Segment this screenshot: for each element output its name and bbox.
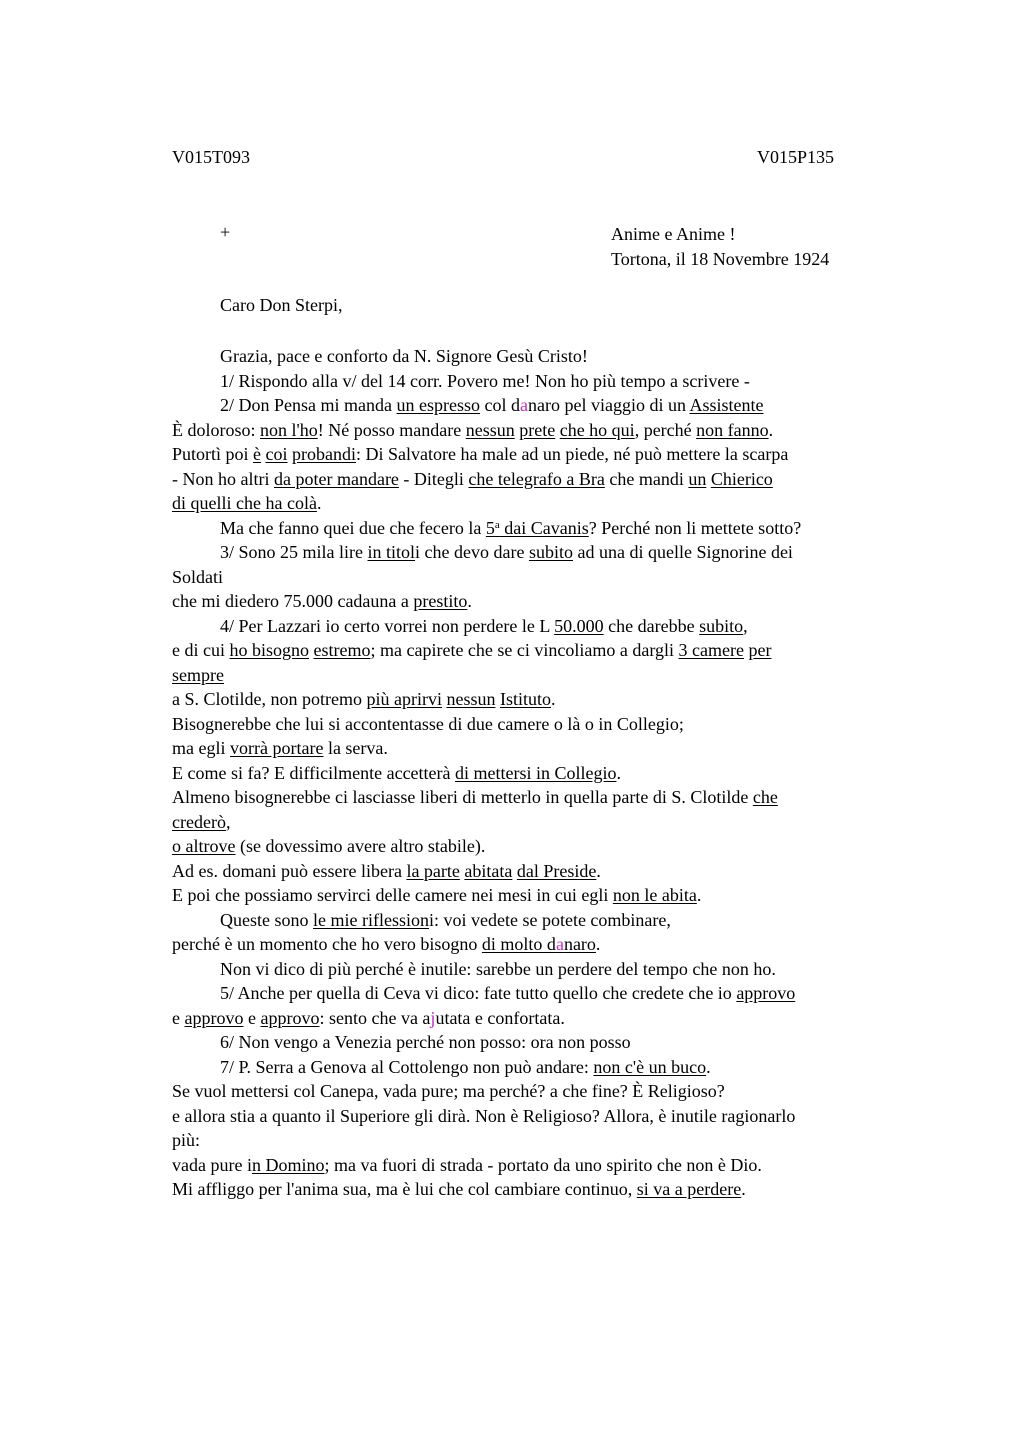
body-line: 3/ Sono 25 mila lire in titoli che devo dare subito ad una di quelle Signorine dei bbox=[220, 542, 793, 562]
motto: Anime e Anime ! bbox=[611, 224, 736, 244]
letter-heading bbox=[611, 222, 829, 271]
body-line: 6/ Non vengo a Venezia perché non posso: ora non posso bbox=[220, 1032, 631, 1052]
body-line: Grazia, pace e conforto da N. Signore Gesù Cristo! bbox=[220, 346, 588, 366]
right-reference-code: V015P135 bbox=[757, 147, 835, 167]
body-line: vada pure in Domino; ma va fuori di strada - portato da uno spirito che non è Dio. bbox=[172, 1154, 762, 1175]
body-line: crederò, bbox=[172, 811, 231, 832]
body-line: Non vi dico di più perché è inutile: sarebbe un perdere del tempo che non ho. bbox=[220, 958, 776, 979]
body-line: - Non ho altri da poter mandare - Ditegli che telegrafo a Bra che mandi un Chierico bbox=[172, 468, 773, 489]
body-line: Putortì poi è coi probandi: Di Salvatore ha male ad un piede, né può mettere la scarpa bbox=[172, 444, 789, 464]
correction-mark: a bbox=[555, 934, 564, 954]
body-line: 5/ Anche per quella di Ceva vi dico: fate tutto quello che credete che io approvo bbox=[220, 983, 796, 1003]
body-line: di quelli che ha colà. bbox=[172, 493, 322, 513]
body-line: Mi affliggo per l'anima sua, ma è lui che col cambiare continuo, si va a perdere. bbox=[172, 1179, 746, 1199]
body-line: perché è un momento che ho vero bisogno di molto danaro. bbox=[172, 934, 601, 954]
correction-mark: a bbox=[519, 395, 528, 415]
body-line: Ma che fanno quei due che fecero la 5$^a$ dai Cavanis? Perché non li mettete sotto? bbox=[220, 517, 802, 538]
body-line: più: bbox=[172, 1130, 201, 1150]
body-line: E poi che possiamo servirci delle camere nei mesi in cui egli non le abita. bbox=[172, 885, 702, 905]
body-line: che mi diedero 75.000 cadauna a prestito. bbox=[172, 591, 472, 611]
body-line: o altrove (se dovessimo avere altro stabile). bbox=[172, 836, 486, 856]
body-line: Se vuol mettersi col Canepa, vada pure; ma perché? a che fine? È Religioso? bbox=[172, 1081, 725, 1101]
body-line: Ad es. domani può essere libera la parte abitata dal Preside. bbox=[172, 860, 601, 881]
body-line: sempre bbox=[172, 664, 224, 685]
body-line: e approvo e approvo: sento che va ajutata e confortata. bbox=[172, 1007, 565, 1028]
body-line: e di cui ho bisogno estremo; ma capirete che se ci vincoliamo a dargli 3 camere per bbox=[172, 640, 772, 660]
body-line: 1/ Rispondo alla v/ del 14 corr. Povero me! Non ho più tempo a scrivere - bbox=[220, 370, 750, 391]
body-line: Almeno bisognerebbe ci lasciasse liberi di metterlo in quella parte di S. Clotilde che bbox=[172, 787, 778, 807]
body-line: E come si fa? E difficilmente accetterà di mettersi in Collegio. bbox=[172, 762, 622, 783]
body-line: Queste sono le mie riflessioni: voi vedete se potete combinare, bbox=[220, 909, 671, 930]
body-line: Soldati bbox=[172, 566, 224, 587]
body-line: 7/ P. Serra a Genova al Cottolengo non può andare: non c'è un buco. bbox=[220, 1056, 711, 1077]
body-line: Bisognerebbe che lui si accontentasse di due camere o là o in Collegio; bbox=[172, 713, 684, 734]
body-line: È doloroso: non l'ho! Né posso mandare nessun prete che ho qui, perché non fanno. bbox=[172, 419, 774, 440]
left-reference-code: V015T093 bbox=[172, 147, 250, 167]
letter-body bbox=[172, 344, 892, 1202]
body-line: e allora stia a quanto il Superiore gli dirà. Non è Religioso? Allora, è inutile ragionarlo bbox=[172, 1105, 796, 1126]
correction-mark: j bbox=[430, 1007, 436, 1028]
body-line: ma egli vorrà portare la serva. bbox=[172, 738, 388, 758]
body-line: 4/ Per Lazzari io certo vorrei non perdere le L 50.000 che darebbe subito, bbox=[220, 615, 748, 636]
salutation: Caro Don Sterpi, bbox=[220, 295, 343, 315]
cross-symbol: + bbox=[220, 222, 231, 242]
body-line: a S. Clotilde, non potremo più aprirvi nessun Istituto. bbox=[172, 689, 556, 709]
place-date: Tortona, il 18 Novembre 1924 bbox=[611, 248, 830, 269]
body-line: 2/ Don Pensa mi manda un espresso col danaro pel viaggio di un Assistente bbox=[220, 395, 764, 415]
